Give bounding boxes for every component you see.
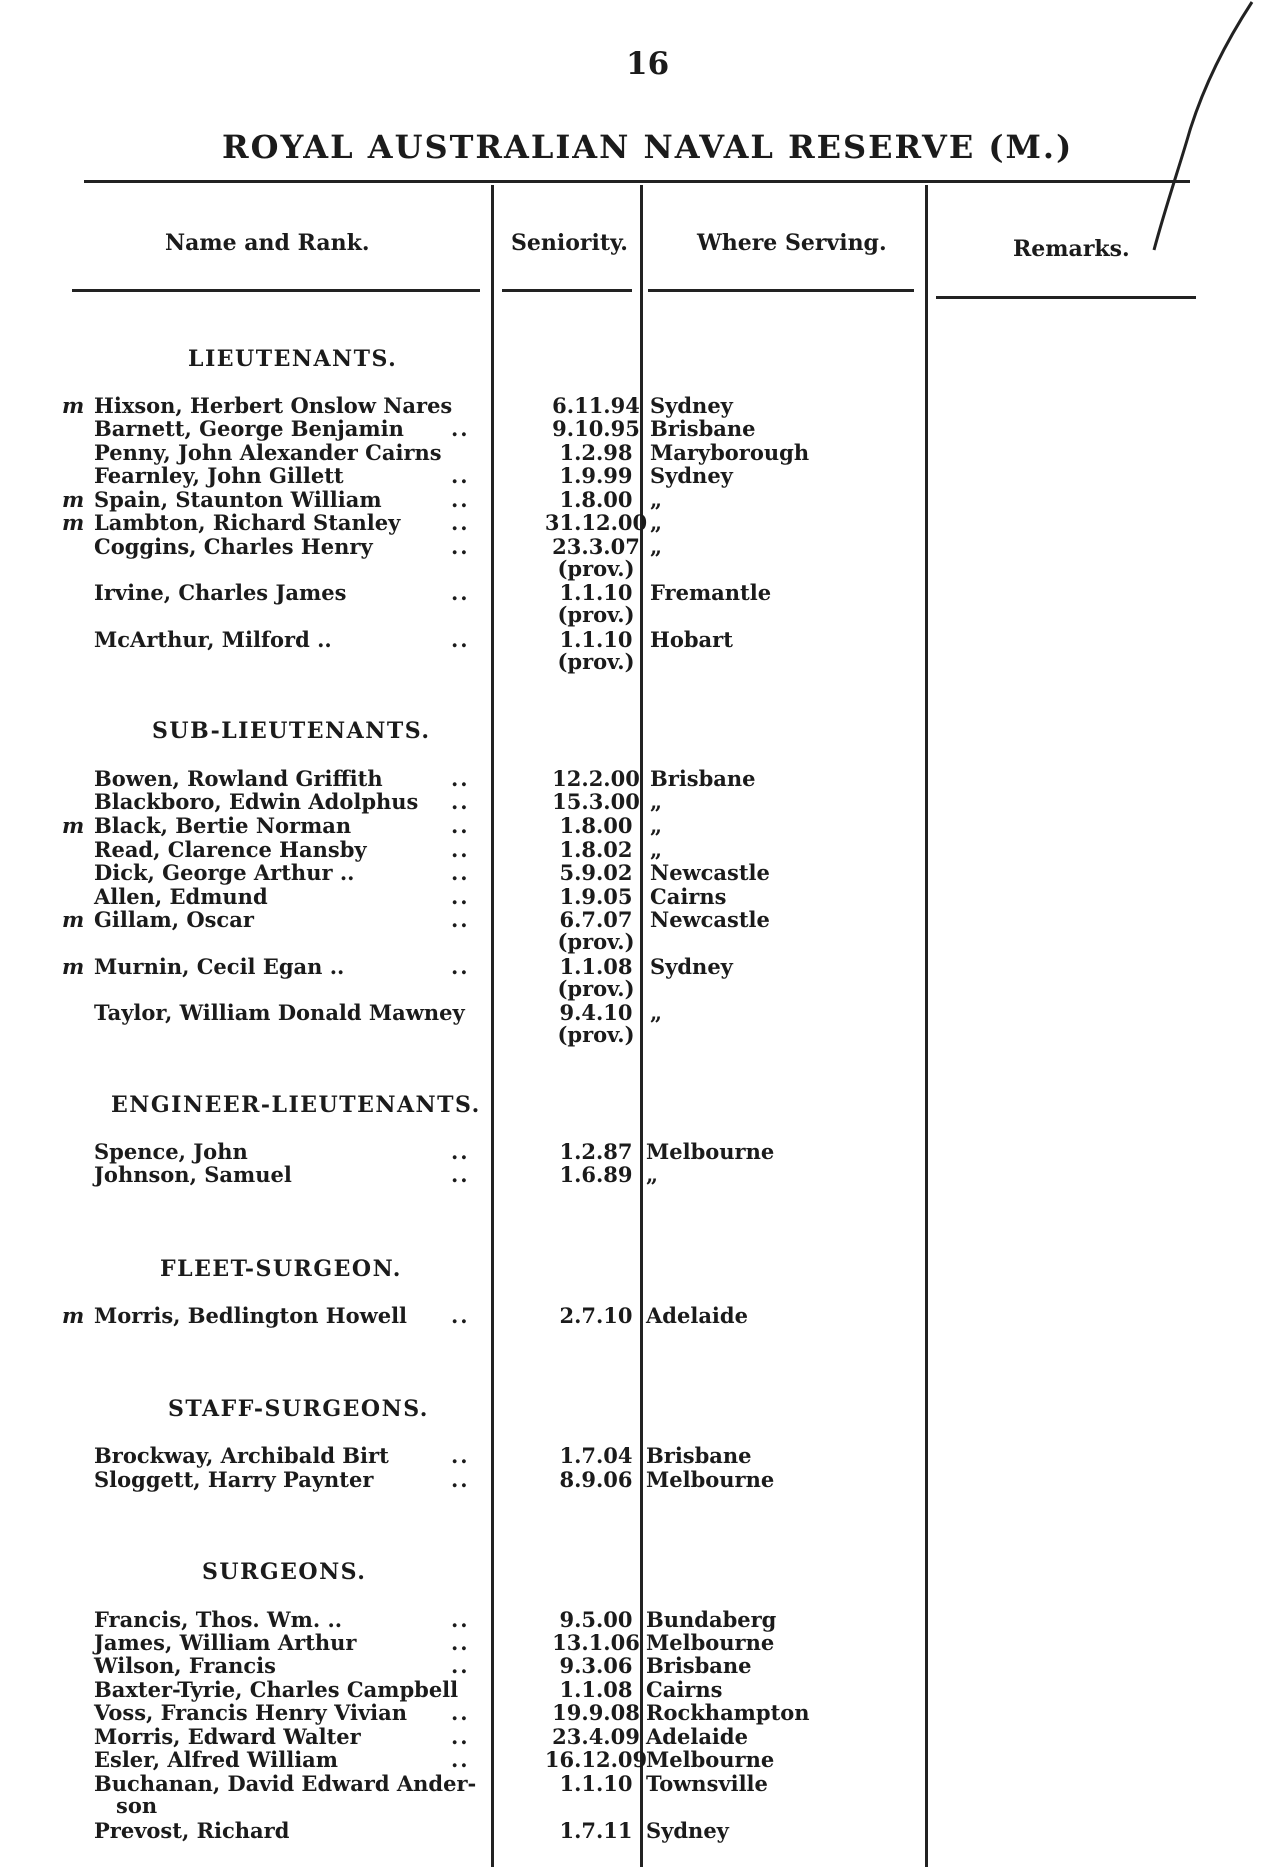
leader-dots: ..: [451, 766, 470, 791]
list-item: [62, 860, 782, 884]
seniority-date: 1.8.00: [559, 813, 633, 838]
header-bottom-rule-seniority: [502, 289, 632, 292]
officer-name: Taylor, William Donald Mawney: [94, 1000, 465, 1025]
officer-name: Esler, Alfred William: [94, 1747, 339, 1772]
seniority-date: 9.3.06: [559, 1653, 633, 1678]
officer-name: Irvine, Charles James: [94, 580, 347, 605]
seniority-date: 1.1.10: [559, 580, 633, 605]
where-serving: Adelaide: [646, 1303, 748, 1328]
officer-name: Bowen, Rowland Griffith: [94, 766, 383, 791]
leader-dots: ..: [451, 789, 470, 814]
list-item: [62, 1700, 810, 1725]
list-item: [62, 627, 782, 674]
list-item: [62, 580, 782, 627]
leader-dots: ..: [451, 1303, 470, 1328]
officer-name: Barnett, George Benjamin: [94, 416, 404, 441]
where-serving: Sydney: [650, 393, 733, 418]
where-serving: Brisbane: [646, 1443, 752, 1468]
list-item: [62, 1818, 782, 1842]
officer-name: Morris, Edward Walter: [94, 1724, 361, 1749]
list-item: [62, 837, 782, 861]
leader-dots: ..: [451, 884, 470, 909]
page-title: ROYAL AUSTRALIAN NAVAL RESERVE (M.): [222, 128, 1074, 166]
list-item: [62, 1747, 782, 1771]
list-item: [62, 416, 782, 440]
provisional-note: (prov.): [557, 1022, 635, 1047]
officer-name: Spence, John: [94, 1139, 248, 1164]
list-item: [62, 884, 782, 908]
list-item: [62, 1467, 782, 1491]
leader-dots: ..: [451, 1724, 470, 1749]
where-serving: „: [646, 1162, 659, 1187]
seniority-date: 8.9.06: [559, 1467, 633, 1492]
where-serving: Maryborough: [650, 440, 810, 465]
seniority-date: 1.6.89: [559, 1162, 633, 1187]
column-divider-3: [925, 185, 928, 1867]
officer-name: Baxter-Tyrie, Charles Campbell: [94, 1677, 459, 1702]
seniority-date: 1.2.98: [559, 440, 633, 465]
seniority-date: 1.9.05: [559, 884, 633, 909]
officer-name: Gillam, Oscar: [94, 907, 254, 932]
section-heading: SURGEONS.: [202, 1559, 367, 1585]
provisional-note: (prov.): [557, 976, 635, 1001]
officer-name: Blackboro, Edwin Adolphus: [94, 789, 419, 814]
list-item: [62, 1139, 782, 1163]
column-header-remarks: Remarks.: [1013, 236, 1130, 262]
list-item: [62, 789, 782, 813]
seniority-date: 5.9.02: [559, 860, 633, 885]
where-serving: Melbourne: [646, 1630, 775, 1655]
leader-dots: ..: [451, 463, 470, 488]
seniority-date: 6.7.07: [559, 907, 633, 932]
list-item: [62, 487, 782, 511]
leader-dots: ..: [451, 813, 470, 838]
leader-dots: ..: [451, 510, 470, 535]
where-serving: „: [650, 813, 663, 838]
leader-dots: ..: [451, 1630, 470, 1655]
where-serving: Sydney: [650, 954, 733, 979]
merit-marker: m: [62, 907, 85, 932]
seniority-date: 19.9.08: [552, 1700, 640, 1725]
list-item: [62, 1771, 782, 1818]
where-serving: Cairns: [646, 1677, 723, 1702]
where-serving: „: [650, 510, 663, 535]
list-item: [62, 393, 782, 417]
leader-dots: ..: [451, 487, 470, 512]
provisional-note: (prov.): [557, 929, 635, 954]
officer-name: Spain, Staunton William: [94, 487, 382, 512]
seniority-date: 31.12.00: [544, 510, 648, 535]
section-heading: LIEUTENANTS.: [188, 346, 398, 372]
seniority-date: 1.9.99: [559, 463, 633, 488]
officer-name-continuation: son: [116, 1793, 158, 1818]
section-heading: SUB-LIEUTENANTS.: [152, 718, 431, 744]
list-item: [62, 1162, 782, 1186]
list-item: [62, 1303, 782, 1327]
list-item: [62, 1607, 782, 1631]
seniority-date: 16.12.09: [544, 1747, 648, 1772]
where-serving: Melbourne: [646, 1467, 775, 1492]
leader-dots: ..: [451, 1607, 470, 1632]
seniority-date: 1.1.10: [559, 627, 633, 652]
merit-marker: m: [62, 510, 85, 535]
seniority-date: 1.8.00: [559, 487, 633, 512]
seniority-date: 15.3.00: [552, 789, 640, 814]
list-item: [62, 1653, 782, 1677]
list-item: [62, 1677, 782, 1701]
seniority-date: 1.1.08: [559, 1677, 633, 1702]
where-serving: Sydney: [650, 463, 733, 488]
leader-dots: ..: [451, 534, 470, 559]
list-item: [62, 463, 782, 487]
provisional-note: (prov.): [557, 649, 635, 674]
provisional-note: (prov.): [557, 602, 635, 627]
list-item: [62, 1724, 782, 1748]
seniority-date: 1.1.08: [559, 954, 633, 979]
seniority-date: 23.4.09: [552, 1724, 640, 1749]
where-serving: Brisbane: [650, 766, 756, 791]
header-bottom-rule-remarks: [936, 296, 1196, 299]
header-bottom-rule-where: [648, 289, 914, 292]
list-item: [62, 1000, 782, 1047]
where-serving: Newcastle: [650, 860, 770, 885]
column-header-seniority: Seniority.: [511, 230, 628, 256]
merit-marker: m: [62, 487, 85, 512]
officer-name: Coggins, Charles Henry: [94, 534, 373, 559]
seniority-date: 1.8.02: [559, 837, 633, 862]
officer-name: Black, Bertie Norman: [94, 813, 352, 838]
where-serving: „: [650, 837, 663, 862]
where-serving: Rockhampton: [646, 1700, 810, 1725]
seniority-date: 12.2.00: [552, 766, 640, 791]
seniority-date: 1.1.10: [559, 1771, 633, 1796]
where-serving: Melbourne: [646, 1747, 775, 1772]
section-heading: STAFF-SURGEONS.: [168, 1396, 429, 1422]
where-serving: „: [650, 534, 663, 559]
leader-dots: ..: [451, 1700, 470, 1725]
leader-dots: ..: [451, 1162, 470, 1187]
officer-name: Buchanan, David Edward Ander-: [94, 1771, 477, 1796]
page-number: 16: [626, 46, 670, 82]
leader-dots: ..: [451, 1443, 470, 1468]
officer-name: Sloggett, Harry Paynter: [94, 1467, 374, 1492]
where-serving: Adelaide: [646, 1724, 748, 1749]
where-serving: Newcastle: [650, 907, 770, 932]
leader-dots: ..: [451, 416, 470, 441]
column-header-name-rank: Name and Rank.: [165, 230, 370, 256]
leader-dots: ..: [451, 1139, 470, 1164]
list-item: [62, 766, 782, 790]
leader-dots: ..: [451, 837, 470, 862]
where-serving: Bundaberg: [646, 1607, 777, 1632]
officer-name: McArthur, Milford ..: [94, 627, 332, 652]
list-item: [62, 813, 782, 837]
leader-dots: ..: [451, 860, 470, 885]
leader-dots: ..: [451, 907, 470, 932]
officer-name: Murnin, Cecil Egan ..: [94, 954, 345, 979]
seniority-date: 1.7.04: [559, 1443, 633, 1468]
where-serving: Brisbane: [650, 416, 756, 441]
officer-name: Hixson, Herbert Onslow Nares: [94, 393, 453, 418]
column-header-where-serving: Where Serving.: [697, 230, 887, 256]
merit-marker: m: [62, 954, 85, 979]
seniority-date: 9.4.10: [559, 1000, 633, 1025]
list-item: [62, 907, 782, 954]
leader-dots: ..: [451, 1747, 470, 1772]
leader-dots: ..: [451, 1653, 470, 1678]
where-serving: Brisbane: [646, 1653, 752, 1678]
officer-name: Prevost, Richard: [94, 1818, 290, 1843]
header-bottom-rule-name: [72, 289, 480, 292]
officer-name: Francis, Thos. Wm. ..: [94, 1607, 343, 1632]
seniority-date: 2.7.10: [559, 1303, 633, 1328]
officer-name: James, William Arthur: [94, 1630, 357, 1655]
where-serving: „: [650, 1000, 663, 1025]
list-item: [62, 1630, 782, 1654]
merit-marker: m: [62, 393, 85, 418]
officer-name: Morris, Bedlington Howell: [94, 1303, 408, 1328]
where-serving: Hobart: [650, 627, 733, 652]
pen-stroke-path: [1154, 2, 1252, 250]
seniority-date: 6.11.94: [552, 393, 640, 418]
list-item: [62, 534, 782, 581]
where-serving: Melbourne: [646, 1139, 775, 1164]
where-serving: Sydney: [646, 1818, 729, 1843]
list-item: [62, 954, 782, 1001]
merit-marker: m: [62, 813, 85, 838]
list-item: [62, 1443, 782, 1467]
officer-name: Dick, George Arthur ..: [94, 860, 355, 885]
section-heading: FLEET-SURGEON.: [160, 1256, 402, 1282]
where-serving: Cairns: [650, 884, 727, 909]
officer-name: Voss, Francis Henry Vivian: [94, 1700, 408, 1725]
header-top-rule: [84, 180, 1190, 183]
provisional-note: (prov.): [557, 556, 635, 581]
leader-dots: ..: [451, 627, 470, 652]
officer-name: Brockway, Archibald Birt: [94, 1443, 389, 1468]
seniority-date: 1.2.87: [559, 1139, 633, 1164]
officer-name: Fearnley, John Gillett: [94, 463, 344, 488]
seniority-date: 13.1.06: [552, 1630, 640, 1655]
leader-dots: ..: [451, 1467, 470, 1492]
where-serving: „: [650, 789, 663, 814]
list-item: [62, 440, 810, 465]
where-serving: „: [650, 487, 663, 512]
list-item: [62, 510, 782, 534]
where-serving: Fremantle: [650, 580, 772, 605]
leader-dots: ..: [451, 580, 470, 605]
officer-name: Lambton, Richard Stanley: [94, 510, 401, 535]
section-heading: ENGINEER-LIEUTENANTS.: [111, 1092, 481, 1118]
officer-name: Wilson, Francis: [94, 1653, 276, 1678]
officer-name: Penny, John Alexander Cairns: [94, 440, 442, 465]
seniority-date: 23.3.07: [552, 534, 640, 559]
seniority-date: 9.5.00: [559, 1607, 633, 1632]
seniority-date: 1.7.11: [559, 1818, 633, 1843]
officer-name: Read, Clarence Hansby: [94, 837, 367, 862]
where-serving: Townsville: [646, 1771, 768, 1796]
leader-dots: ..: [451, 954, 470, 979]
officer-name: Johnson, Samuel: [94, 1162, 292, 1187]
merit-marker: m: [62, 1303, 85, 1328]
seniority-date: 9.10.95: [552, 416, 640, 441]
officer-name: Allen, Edmund: [94, 884, 268, 909]
